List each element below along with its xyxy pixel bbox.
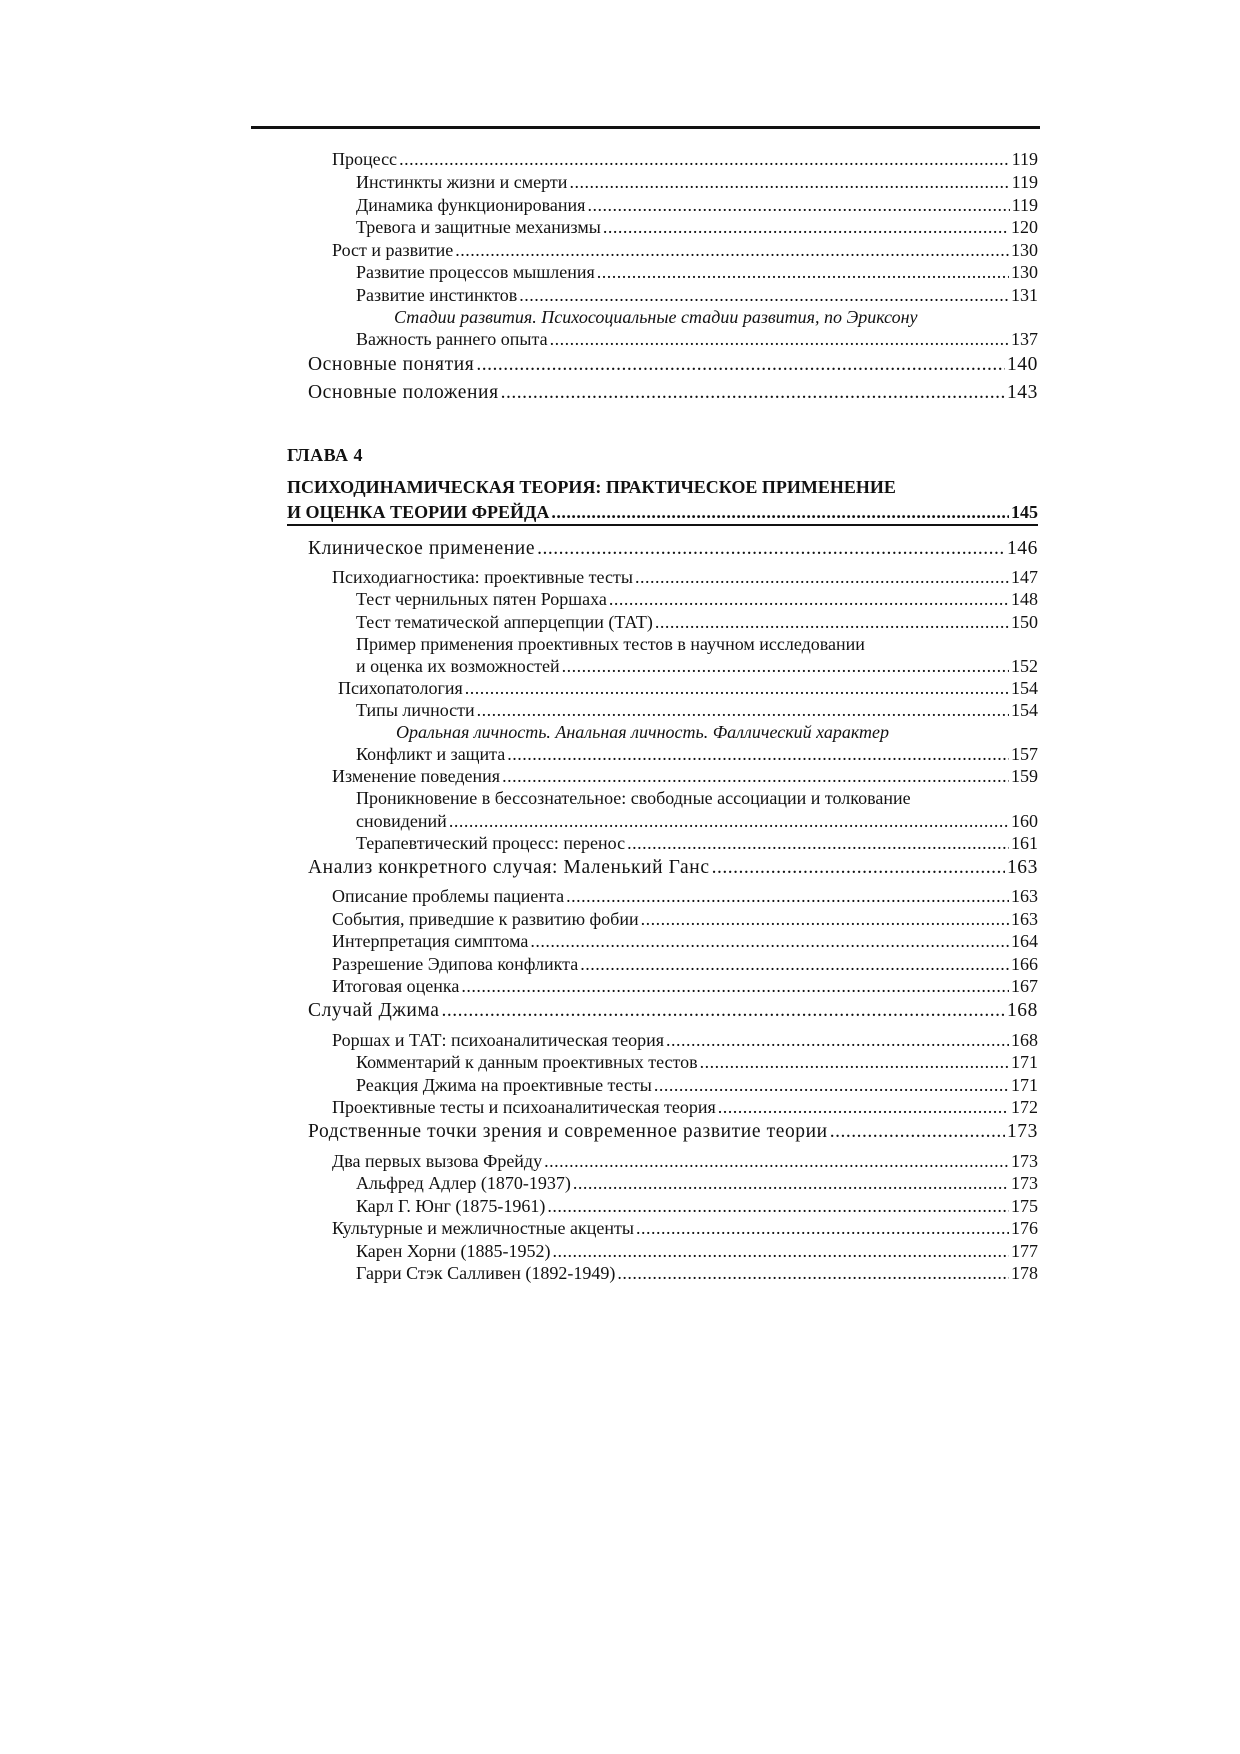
toc-entry[interactable]: [356, 611, 1038, 633]
toc-leader: [712, 857, 1005, 879]
chapter-title-line1: ПСИХОДИНАМИЧЕСКАЯ ТЕОРИЯ: ПРАКТИЧЕСКОЕ ПРИМЕНЕНИЕ: [287, 477, 896, 497]
toc-leader: [609, 588, 1009, 610]
toc-entry[interactable]: [356, 194, 1038, 216]
toc-entry[interactable]: [308, 1121, 1038, 1143]
toc-leader: [537, 538, 1005, 560]
toc-leader: [519, 284, 1009, 306]
toc-entry[interactable]: [338, 677, 1038, 699]
toc-entry-page: 119: [1011, 195, 1038, 215]
toc-entry[interactable]: [332, 1029, 1038, 1051]
toc-entry-page: 152: [1011, 656, 1038, 676]
toc-leader: [442, 1000, 1005, 1022]
toc-leader: [399, 148, 1010, 170]
toc-entry[interactable]: [356, 1240, 1038, 1262]
toc-entry-title: Разрешение Эдипова конфликта: [332, 954, 579, 974]
toc-entry[interactable]: [332, 566, 1038, 588]
toc-entry-page: 164: [1011, 931, 1038, 951]
toc-leader: [636, 1217, 1009, 1239]
toc-entry[interactable]: [332, 908, 1038, 930]
toc-entry-title: Описание проблемы пациента: [332, 886, 565, 906]
toc-leader: [566, 885, 1009, 907]
toc-leader: [718, 1096, 1009, 1118]
toc-entry-page: 167: [1011, 976, 1038, 996]
toc-entry-title: Тест тематической апперцепции (ТАТ): [356, 612, 653, 632]
toc-entry-title: Комментарий к данным проективных тестов: [356, 1052, 698, 1072]
toc-entry-title: Важность раннего опыта: [356, 329, 548, 349]
toc-leader: [461, 975, 1009, 997]
toc-entry-title: События, приведшие к развитию фобии: [332, 909, 639, 929]
toc-entry-title: Тест чернильных пятен Роршаха: [356, 589, 607, 609]
toc-entry[interactable]: [332, 975, 1038, 997]
toc-entry[interactable]: [332, 765, 1038, 787]
toc-entry-title-line1: Пример применения проективных тестов в научном исследовании: [356, 634, 865, 654]
toc-leader: [569, 171, 1009, 193]
toc-leader: [666, 1029, 1009, 1051]
toc-entry-title: Родственные точки зрения и современное развитие теории: [308, 1121, 828, 1142]
toc-entry-title-line1: Проникновение в бессознательное: свободные ассоциации и толкование: [356, 788, 911, 808]
toc-entry[interactable]: [356, 1195, 1038, 1217]
toc-leader: [551, 501, 1009, 523]
toc-leader: [550, 328, 1009, 350]
toc-entry-title: Динамика функционирования: [356, 195, 586, 215]
toc-entry-title: Интерпретация симптома: [332, 931, 529, 951]
toc-leader: [476, 354, 1005, 376]
toc-entry[interactable]: [332, 239, 1038, 261]
toc-leader: [700, 1051, 1009, 1073]
toc-entry[interactable]: [356, 261, 1038, 283]
toc-entry-title: Основные положения: [308, 382, 499, 403]
toc-leader: [597, 261, 1009, 283]
toc-entry-title: Развитие процессов мышления: [356, 262, 595, 282]
toc-entry-title: Гарри Стэк Салливен (1892-1949): [356, 1263, 616, 1283]
toc-leader: [449, 810, 1009, 832]
toc-entry-page: 150: [1011, 612, 1038, 632]
toc-entry-page: 163: [1006, 857, 1038, 878]
header-rule: [251, 126, 1040, 129]
toc-entry[interactable]: [332, 1096, 1038, 1118]
toc-entry-page: 161: [1011, 833, 1038, 853]
toc-subtopics: Стадии развития. Психосоциальные стадии развития, по Эриксону: [394, 307, 918, 327]
toc-entry[interactable]: [332, 1150, 1038, 1172]
toc-leader: [502, 765, 1009, 787]
chapter-page: 145: [1011, 502, 1038, 522]
toc-entry[interactable]: [308, 354, 1038, 376]
toc-entry-page: 157: [1011, 744, 1038, 764]
toc-entry-page: 173: [1006, 1121, 1038, 1142]
toc-entry-page: 178: [1011, 1263, 1038, 1283]
toc-entry[interactable]: [356, 588, 1038, 610]
toc-leader: [830, 1121, 1005, 1143]
toc-entry[interactable]: [356, 284, 1038, 306]
toc-entry-title: Типы личности: [356, 700, 475, 720]
toc-entry-title: Анализ конкретного случая: Маленький Ганс: [308, 857, 710, 878]
toc-leader: [465, 677, 1009, 699]
toc-entry[interactable]: [356, 1051, 1038, 1073]
toc-entry-page: 137: [1011, 329, 1038, 349]
toc-entry-page: 175: [1011, 1196, 1038, 1216]
toc-entry-page: 172: [1011, 1097, 1038, 1117]
toc-leader: [553, 1240, 1010, 1262]
toc-entry-page: 173: [1011, 1151, 1038, 1171]
toc-leader: [603, 216, 1009, 238]
toc-leader: [501, 382, 1005, 404]
toc-entry-title: Рост и развитие: [332, 240, 454, 260]
toc-leader: [562, 655, 1009, 677]
toc-entry-page: 130: [1011, 262, 1038, 282]
toc-entry-page: 168: [1006, 1000, 1038, 1021]
toc-leader: [617, 1262, 1009, 1284]
toc-leader: [547, 1195, 1009, 1217]
toc-entry-title: Культурные и межличностные акценты: [332, 1218, 634, 1238]
toc-entry-title: Итоговая оценка: [332, 976, 460, 996]
toc-entry[interactable]: [356, 1262, 1038, 1284]
toc-entry-page: 154: [1011, 700, 1038, 720]
toc-entry-page: 176: [1011, 1218, 1038, 1238]
toc-entry-title: Два первых вызова Фрейду: [332, 1151, 543, 1171]
toc-entry-title: Инстинкты жизни и смерти: [356, 172, 568, 192]
toc-leader: [573, 1172, 1009, 1194]
toc-entry-page: 143: [1006, 382, 1038, 403]
toc-entry-page: 168: [1011, 1030, 1038, 1050]
toc-entry-title: Альфред Адлер (1870-1937): [356, 1173, 571, 1193]
toc-entry-title: Психодиагностика: проективные тесты: [332, 567, 633, 587]
chapter-title-text: И ОЦЕНКА ТЕОРИИ ФРЕЙДА: [287, 502, 550, 522]
toc-entry-page: 163: [1011, 909, 1038, 929]
toc-entry-title: Основные понятия: [308, 354, 475, 375]
chapter-label: ГЛАВА 4: [287, 445, 364, 465]
toc-entry[interactable]: [356, 832, 1038, 854]
toc-entry-title: Роршах и ТАТ: психоаналитическая теория: [332, 1030, 664, 1050]
toc-entry-page: 154: [1011, 678, 1038, 698]
toc-leader: [477, 699, 1009, 721]
toc-entry-title: Изменение поведения: [332, 766, 501, 786]
toc-entry-title: Карен Хорни (1885-1952): [356, 1241, 551, 1261]
toc-entry-title: Процесс: [332, 149, 398, 169]
chapter-title-line2[interactable]: [287, 501, 1038, 523]
toc-entry-title: и оценка их возможностей: [356, 656, 560, 676]
toc-leader: [627, 832, 1009, 854]
toc-entry[interactable]: [308, 1000, 1038, 1022]
toc-entry-page: 119: [1011, 172, 1038, 192]
toc-entry[interactable]: [308, 382, 1038, 404]
toc-entry[interactable]: [356, 328, 1038, 350]
toc-leader: [507, 743, 1009, 765]
toc-entry-page: 119: [1011, 149, 1038, 169]
toc-entry[interactable]: [356, 699, 1038, 721]
toc-entry-title: Тревога и защитные механизмы: [356, 217, 601, 237]
toc-entry-page: 146: [1006, 538, 1038, 559]
toc-entry-title: Карл Г. Юнг (1875-1961): [356, 1196, 546, 1216]
toc-entry[interactable]: [356, 171, 1038, 193]
toc-entry[interactable]: [308, 857, 1038, 879]
toc-entry-page: 130: [1011, 240, 1038, 260]
toc-leader: [580, 953, 1009, 975]
toc-entry-page: 171: [1011, 1075, 1038, 1095]
toc-entry[interactable]: [356, 810, 1038, 832]
toc-entry[interactable]: [356, 655, 1038, 677]
toc-leader: [530, 930, 1009, 952]
toc-leader: [654, 1074, 1009, 1096]
toc-entry[interactable]: [356, 1172, 1038, 1194]
toc-subtopics: Оральная личность. Анальная личность. Фаллический характер: [396, 722, 890, 742]
toc-entry[interactable]: [356, 216, 1038, 238]
toc-entry[interactable]: [332, 1217, 1038, 1239]
toc-entry-page: 177: [1011, 1241, 1038, 1261]
toc-entry-page: 140: [1006, 354, 1038, 375]
toc-entry-page: 166: [1011, 954, 1038, 974]
toc-entry-title: Развитие инстинктов: [356, 285, 518, 305]
toc-entry-page: 131: [1011, 285, 1038, 305]
toc-entry-title: сновидений: [356, 811, 447, 831]
toc-entry-page: 159: [1011, 766, 1038, 786]
toc-entry[interactable]: [332, 930, 1038, 952]
toc-leader: [544, 1150, 1009, 1172]
toc-entry-title: Проективные тесты и психоаналитическая теория: [332, 1097, 716, 1117]
toc-entry-page: 171: [1011, 1052, 1038, 1072]
toc-entry-page: 160: [1011, 811, 1038, 831]
toc-entry[interactable]: [332, 885, 1038, 907]
toc-leader: [655, 611, 1009, 633]
toc-entry-page: 120: [1011, 217, 1038, 237]
toc-leader: [587, 194, 1009, 216]
toc-leader: [635, 566, 1009, 588]
chapter-underline: [287, 524, 1038, 526]
toc-entry[interactable]: [356, 1074, 1038, 1096]
toc-entry[interactable]: [332, 953, 1038, 975]
toc-entry-page: 148: [1011, 589, 1038, 609]
toc-entry-title: Терапевтический процесс: перенос: [356, 833, 626, 853]
toc-entry[interactable]: [308, 538, 1038, 560]
toc-leader: [455, 239, 1009, 261]
toc-entry[interactable]: [356, 743, 1038, 765]
toc-entry-page: 147: [1011, 567, 1038, 587]
toc-entry-title: Случай Джима: [308, 1000, 440, 1021]
toc-entry-title: Клиническое применение: [308, 538, 536, 559]
toc-leader: [641, 908, 1009, 930]
toc-entry-page: 163: [1011, 886, 1038, 906]
toc-entry[interactable]: [332, 148, 1038, 170]
toc-entry-title: Психопатология: [338, 678, 463, 698]
toc-entry-title: Реакция Джима на проективные тесты: [356, 1075, 652, 1095]
toc-entry-title: Конфликт и защита: [356, 744, 506, 764]
toc-entry-page: 173: [1011, 1173, 1038, 1193]
